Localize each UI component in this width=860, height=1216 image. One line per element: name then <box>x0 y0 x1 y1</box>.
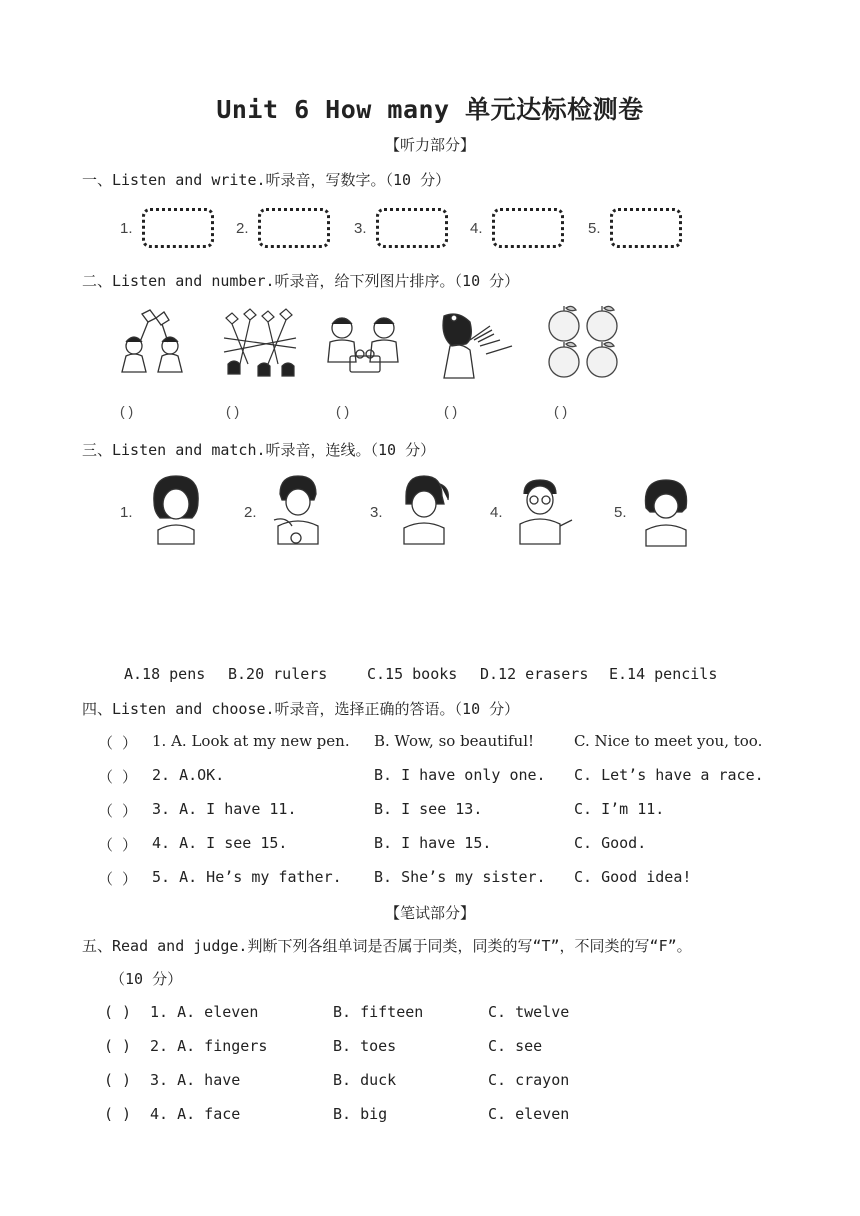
option-c-text: C. Good idea! <box>574 868 692 886</box>
option-d: D.12 erasers <box>480 665 589 683</box>
answer-box-3[interactable] <box>376 208 448 248</box>
section5-heading-cont: （10 分） <box>110 970 183 988</box>
option-c: C.15 books <box>367 665 458 683</box>
girl-with-crayons-image <box>430 310 516 382</box>
section3-heading: 三、Listen and match.听录音，连线。（10 分） <box>82 441 436 459</box>
section1-heading: 一、Listen and write.听录音，写数字。（10 分） <box>82 171 451 189</box>
match-label-5: 5. <box>614 504 627 521</box>
option-b-text: B. I have 15. <box>374 834 492 852</box>
box-label-2: 2. <box>236 220 249 237</box>
option-c-text: C. Let’s have a race. <box>574 766 764 784</box>
word-b: B. big <box>333 1105 388 1123</box>
word-a: 2. A. fingers <box>150 1037 268 1055</box>
answer-paren[interactable]: （ ） <box>98 870 138 888</box>
four-apples-image <box>544 304 624 382</box>
kids-flying-kites-image <box>112 308 192 380</box>
boy-glasses-image <box>510 478 574 548</box>
option-b-text: B. She’s my sister. <box>374 868 546 886</box>
word-b: B. fifteen <box>333 1003 424 1021</box>
answer-box-1[interactable] <box>142 208 214 248</box>
word-a: 4. A. face <box>150 1105 241 1123</box>
option-e: E.14 pencils <box>609 665 718 683</box>
answer-paren[interactable]: ( ) <box>104 1071 132 1089</box>
box-label-1: 1. <box>120 220 133 237</box>
match-label-2: 2. <box>244 504 257 521</box>
listening-heading: 【听力部分】 <box>384 136 475 154</box>
word-c: C. twelve <box>488 1003 570 1021</box>
order-bracket-2[interactable]: ( ) <box>226 403 240 419</box>
boy-with-ruler-image <box>266 474 330 548</box>
answer-paren[interactable]: （ ） <box>98 768 138 786</box>
section2-heading: 二、Listen and number.听录音，给下列图片排序。（10 分） <box>82 272 520 290</box>
answer-box-2[interactable] <box>258 208 330 248</box>
answer-paren[interactable]: （ ） <box>98 836 138 854</box>
page-title: Unit 6 How many 单元达标检测卷 <box>216 95 644 124</box>
girl-ponytail-image <box>394 474 454 548</box>
word-c: C. see <box>488 1037 543 1055</box>
match-label-1: 1. <box>120 504 133 521</box>
order-bracket-4[interactable]: ( ) <box>444 403 458 419</box>
answer-box-5[interactable] <box>610 208 682 248</box>
option-a-text: 4. A. I see 15. <box>152 834 288 852</box>
option-c-text: C. Good. <box>574 834 647 852</box>
section5-heading: 五、Read and judge.判断下列各组单词是否属于同类，同类的写“T”，不同类的写“F”。 <box>82 937 692 955</box>
kids-at-table-image <box>322 312 406 380</box>
many-kites-image <box>218 308 302 380</box>
box-label-4: 4. <box>470 220 483 237</box>
option-b-text: B. Wow, so beautiful! <box>374 732 535 750</box>
order-bracket-3[interactable]: ( ) <box>336 403 350 419</box>
answer-paren[interactable]: （ ） <box>98 802 138 820</box>
answer-paren[interactable]: ( ) <box>104 1003 132 1021</box>
word-a: 3. A. have <box>150 1071 241 1089</box>
girl-long-hair-image <box>144 474 208 546</box>
option-a: A.18 pens <box>124 665 206 683</box>
option-a-text: 5. A. He’s my father. <box>152 868 342 886</box>
option-a-text: 3. A. I have 11. <box>152 800 297 818</box>
answer-paren[interactable]: ( ) <box>104 1037 132 1055</box>
option-c-text: C. I’m 11. <box>574 800 665 818</box>
box-label-5: 5. <box>588 220 601 237</box>
order-bracket-5[interactable]: ( ) <box>554 403 568 419</box>
girl-short-hair-image <box>638 478 694 548</box>
word-a: 1. A. eleven <box>150 1003 259 1021</box>
option-a-text: 2. A.OK. <box>152 766 225 784</box>
order-bracket-1[interactable]: ( ) <box>120 403 134 419</box>
answer-box-4[interactable] <box>492 208 564 248</box>
answer-paren[interactable]: （ ） <box>98 734 138 752</box>
word-b: B. duck <box>333 1071 397 1089</box>
word-c: C. eleven <box>488 1105 570 1123</box>
match-label-3: 3. <box>370 504 383 521</box>
option-b-text: B. I have only one. <box>374 766 546 784</box>
option-b-text: B. I see 13. <box>374 800 483 818</box>
option-b: B.20 rulers <box>228 665 328 683</box>
writing-heading: 【笔试部分】 <box>384 904 475 922</box>
word-c: C. crayon <box>488 1071 570 1089</box>
option-c-text: C. Nice to meet you, too. <box>574 732 763 750</box>
box-label-3: 3. <box>354 220 367 237</box>
option-a-text: 1. A. Look at my new pen. <box>152 732 350 750</box>
answer-paren[interactable]: ( ) <box>104 1105 132 1123</box>
word-b: B. toes <box>333 1037 397 1055</box>
section4-heading: 四、Listen and choose.听录音，选择正确的答语。（10 分） <box>82 700 520 718</box>
match-label-4: 4. <box>490 504 503 521</box>
